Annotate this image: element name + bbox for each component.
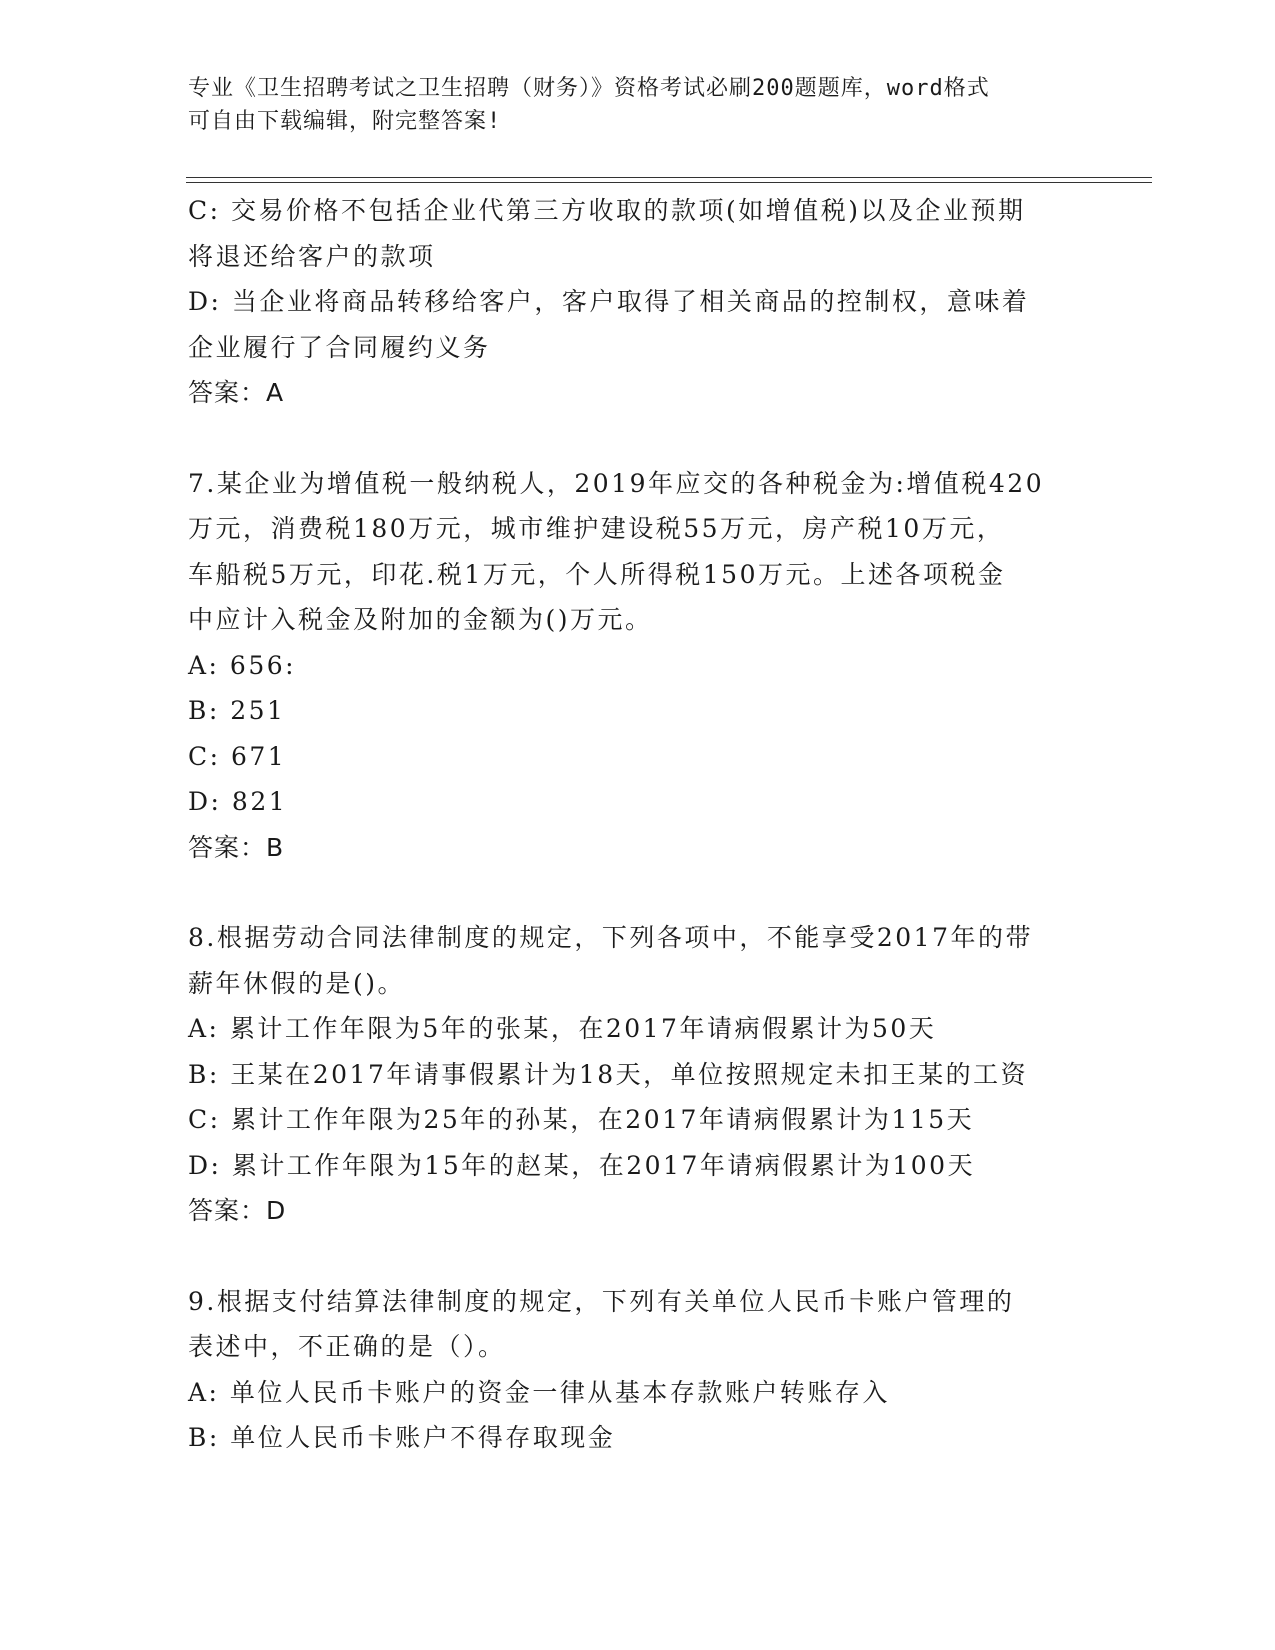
spacer <box>188 416 1088 461</box>
question-7 <box>188 461 1088 871</box>
question-text-line-1: 7.某企业为增值税一般纳税人，2019年应交的各种税金为:增值税420 <box>188 468 1045 498</box>
answer-line: 答案：B <box>188 832 285 862</box>
option-c-line-2: 将退还给客户的款项 <box>188 241 436 271</box>
answer-line: 答案：A <box>188 378 285 407</box>
option-d: D: 累计工作年限为15年的赵某，在2017年请病假累计为100天 <box>188 1150 976 1180</box>
question-text-line-2: 表述中，不正确的是（）。 <box>188 1332 506 1361</box>
option-a: A: 656: <box>188 650 297 680</box>
option-d: D: 821 <box>188 787 288 816</box>
question-text-line-1: 8.根据劳动合同法律制度的规定，下列各项中，不能享受2017年的带 <box>188 923 1033 952</box>
document-header <box>188 72 1068 138</box>
document-body <box>188 188 1088 1461</box>
option-d-line-1: D: 当企业将商品转移给客户，客户取得了相关商品的控制权，意味着 <box>188 287 1030 316</box>
spacer <box>188 1234 1088 1279</box>
option-c: C: 累计工作年限为25年的孙某，在2017年请病假累计为115天 <box>188 1105 975 1134</box>
header-divider <box>186 177 1152 183</box>
header-line-2: 可自由下载编辑，附完整答案! <box>188 109 502 134</box>
option-b: B: 单位人民币卡账户不得存取现金 <box>188 1423 616 1452</box>
option-b: B: 251 <box>188 696 286 725</box>
header-line-1: 专业《卫生招聘考试之卫生招聘（财务）》资格考试必刷200题题库，word格式 <box>188 76 990 101</box>
option-c: C: 671 <box>188 741 287 771</box>
question-text-line-2: 薪年休假的是()。 <box>188 968 406 998</box>
question-6-tail <box>188 188 1088 416</box>
question-8 <box>188 915 1088 1234</box>
question-9 <box>188 1279 1088 1461</box>
question-text-line-3: 车船税5万元，印花.税1万元，个人所得税150万元。上述各项税金 <box>188 559 1006 589</box>
option-b: B: 王某在2017年请事假累计为18天，单位按照规定未扣王某的工资 <box>188 1059 1029 1089</box>
option-d-line-2: 企业履行了合同履约义务 <box>188 332 491 362</box>
option-a: A: 单位人民币卡账户的资金一律从基本存款账户转账存入 <box>188 1377 890 1407</box>
option-c-line-1: C: 交易价格不包括企业代第三方收取的款项(如增值税)以及企业预期 <box>188 196 1026 225</box>
question-text-line-4: 中应计入税金及附加的金额为()万元。 <box>188 605 653 634</box>
question-text-line-1: 9.根据支付结算法律制度的规定，下列有关单位人民币卡账户管理的 <box>188 1286 1015 1316</box>
spacer <box>188 870 1088 915</box>
option-a: A: 累计工作年限为5年的张某，在2017年请病假累计为50天 <box>188 1014 937 1043</box>
question-text-line-2: 万元，消费税180万元，城市维护建设税55万元，房产税10万元， <box>188 514 1005 543</box>
answer-line: 答案：D <box>188 1196 287 1225</box>
